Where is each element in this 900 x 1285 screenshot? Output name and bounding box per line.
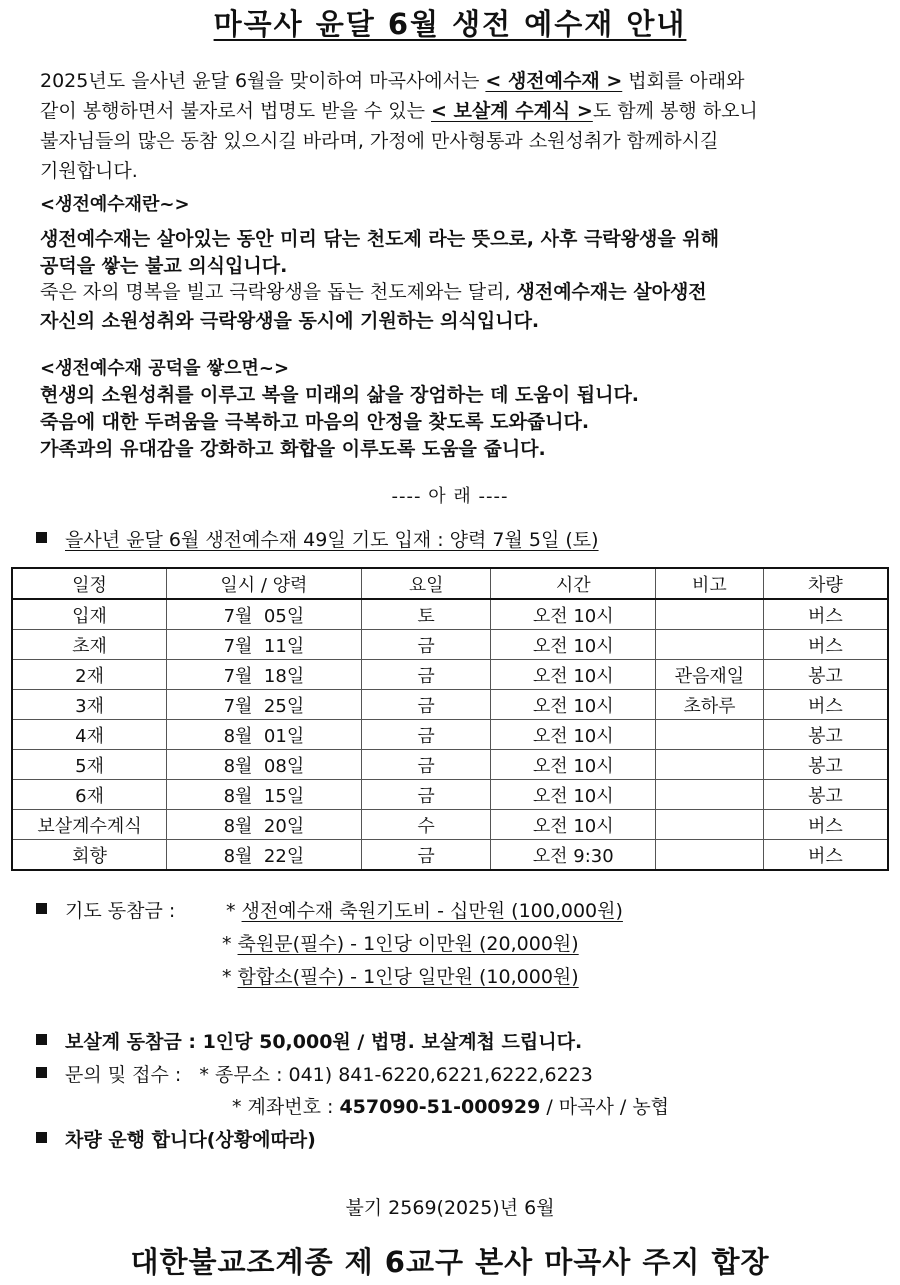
table-cell: 오전 10시 xyxy=(491,750,656,780)
merit-line: 죽음에 대한 두려움을 극복하고 마음의 안정을 찾도록 도와줍니다. xyxy=(40,411,590,433)
table-cell: 오전 10시 xyxy=(491,599,656,630)
table-cell xyxy=(656,810,764,840)
intro-paragraph: 2025년도 을사년 윤달 6월을 맞이하여 마곡사에서는 < 생전예수재 > 법회를 아래와 같이 봉행하면서 불자로서 법명도 받을 수 있는 < 보살계 수계식 >도 함께 봉행 하오니 불자님들의 많은 동참 있으시길 바라며, 가정에 만사형통과 소원성취가 함께하시길 기원합니다. xyxy=(40,70,758,182)
header-cell: 일정 xyxy=(12,568,167,599)
table-cell: 봉고 xyxy=(763,720,888,750)
header-cell: 요일 xyxy=(361,568,491,599)
table-cell xyxy=(656,630,764,660)
table-cell: 버스 xyxy=(763,599,888,630)
table-cell xyxy=(656,750,764,780)
table-cell: 6재 xyxy=(12,780,167,810)
table-cell: 봉고 xyxy=(763,780,888,810)
schedule-heading: 을사년 윤달 6월 생전예수재 49일 기도 입재 : 양력 7월 5일 (토) xyxy=(36,525,599,552)
signature: 대한불교조계종 제 6교구 본사 마곡사 주지 합장 xyxy=(130,1245,770,1279)
account-number: * 계좌번호 : 457090-51-000929 / 마곡사 / 농협 xyxy=(232,1096,670,1118)
merit-line: 현생의 소원성취를 이루고 복을 미래의 삶을 장엄하는 데 도움이 됩니다. xyxy=(40,384,640,406)
table-header-row xyxy=(12,568,888,599)
table-row xyxy=(12,810,888,840)
table-cell: 회향 xyxy=(12,840,167,871)
table-cell: 오전 10시 xyxy=(491,690,656,720)
table-cell xyxy=(656,780,764,810)
table-cell: 3재 xyxy=(12,690,167,720)
table-cell: 금 xyxy=(361,690,491,720)
square-bullet-icon xyxy=(36,1132,47,1143)
table-cell: 7월 11일 xyxy=(167,630,362,660)
table-cell: 오전 10시 xyxy=(491,780,656,810)
table-row xyxy=(12,599,888,630)
definition-heading: <생전예수재란~> xyxy=(40,194,190,215)
header-cell: 시간 xyxy=(491,568,656,599)
table-cell: 8월 15일 xyxy=(167,780,362,810)
page-title: 마곡사 윤달 6월 생전 예수재 안내 xyxy=(213,7,687,41)
table-cell: 8월 20일 xyxy=(167,810,362,840)
precepts-name: < 보살계 수계식 > xyxy=(431,100,593,122)
header-cell: 차량 xyxy=(763,568,888,599)
table-cell: 금 xyxy=(361,660,491,690)
fee-item: * 축원문(필수) - 1인당 이만원 (20,000원) xyxy=(222,933,579,955)
fee-item: * 생전예수재 축원기도비 - 십만원 (100,000원) xyxy=(226,900,623,922)
table-cell: 금 xyxy=(361,780,491,810)
table-row xyxy=(12,660,888,690)
square-bullet-icon xyxy=(36,903,47,914)
table-cell: 오전 10시 xyxy=(491,720,656,750)
table-cell: 7월 18일 xyxy=(167,660,362,690)
table-cell: 버스 xyxy=(763,810,888,840)
table-cell: 8월 22일 xyxy=(167,840,362,871)
table-cell: 봉고 xyxy=(763,660,888,690)
office-phone: * 종무소 : 041) 841-6220,6221,6222,6223 xyxy=(199,1064,593,1086)
table-cell: 금 xyxy=(361,750,491,780)
bus-notice: 차량 운행 합니다(상황에따라) xyxy=(36,1125,316,1152)
table-cell: 5재 xyxy=(12,750,167,780)
fee-section xyxy=(36,896,175,923)
table-row xyxy=(12,690,888,720)
table-cell: 관음재일 xyxy=(656,660,764,690)
table-cell: 8월 01일 xyxy=(167,720,362,750)
merit-line: 가족과의 유대감을 강화하고 화합을 이루도록 도움을 줍니다. xyxy=(40,438,546,460)
table-row xyxy=(12,780,888,810)
square-bullet-icon xyxy=(36,532,47,543)
header-cell: 비고 xyxy=(656,568,764,599)
table-cell: 버스 xyxy=(763,630,888,660)
table-cell: 버스 xyxy=(763,840,888,871)
table-cell: 오전 10시 xyxy=(491,630,656,660)
table-cell: 토 xyxy=(361,599,491,630)
table-cell: 8월 08일 xyxy=(167,750,362,780)
fee-item: * 함합소(필수) - 1인당 일만원 (10,000원) xyxy=(222,966,579,988)
table-row xyxy=(12,630,888,660)
table-cell: 수 xyxy=(361,810,491,840)
table-cell: 버스 xyxy=(763,690,888,720)
fee-label: 기도 동참금 : xyxy=(65,900,176,922)
header-cell: 일시 / 양력 xyxy=(167,568,362,599)
merit-section xyxy=(40,355,880,463)
table-cell: 금 xyxy=(361,630,491,660)
bosal-fee: 보살계 동참금 : 1인당 50,000원 / 법명. 보살계첩 드립니다. xyxy=(36,1027,582,1054)
table-row xyxy=(12,750,888,780)
table-cell: 초하루 xyxy=(656,690,764,720)
table-cell: 7월 25일 xyxy=(167,690,362,720)
inquiry-section: 문의 및 접수 : * 종무소 : 041) 841-6220,6221,6222,6223 xyxy=(36,1060,593,1087)
table-cell: 보살계수계식 xyxy=(12,810,167,840)
table-row xyxy=(12,720,888,750)
table-cell xyxy=(656,599,764,630)
table-cell: 금 xyxy=(361,720,491,750)
merit-heading: <생전예수재 공덕을 쌓으면~> xyxy=(40,358,290,379)
table-cell: 오전 10시 xyxy=(491,810,656,840)
table-cell xyxy=(656,720,764,750)
table-cell xyxy=(656,840,764,871)
table-cell: 초재 xyxy=(12,630,167,660)
table-cell: 오전 9:30 xyxy=(491,840,656,871)
ceremony-name: < 생전예수재 > xyxy=(485,70,623,92)
table-cell: 오전 10시 xyxy=(491,660,656,690)
table-cell: 4재 xyxy=(12,720,167,750)
table-cell: 금 xyxy=(361,840,491,871)
schedule-table xyxy=(11,567,889,871)
table-cell: 입재 xyxy=(12,599,167,630)
table-cell: 봉고 xyxy=(763,750,888,780)
square-bullet-icon xyxy=(36,1034,47,1045)
table-row xyxy=(12,840,888,871)
table-cell: 7월 05일 xyxy=(167,599,362,630)
square-bullet-icon xyxy=(36,1067,47,1078)
below-divider: ---- 아 래 ---- xyxy=(391,486,509,507)
definition-section: <생전예수재란~> 생전예수재는 살아있는 동안 미리 닦는 천도제 라는 뜻으로, 사후 극락왕생을 위해 공덕을 쌓는 불교 의식입니다. 죽은 자의 명복을 빌고 극락왕생을 돕는 천도제와는 달리, 생전예수재는 살아생전 자신의 소원성취와 극락왕생을 동시에 기원하는 의식입니다. xyxy=(40,190,880,336)
issue-date: 불기 2569(2025)년 6월 xyxy=(345,1197,555,1219)
table-cell: 2재 xyxy=(12,660,167,690)
